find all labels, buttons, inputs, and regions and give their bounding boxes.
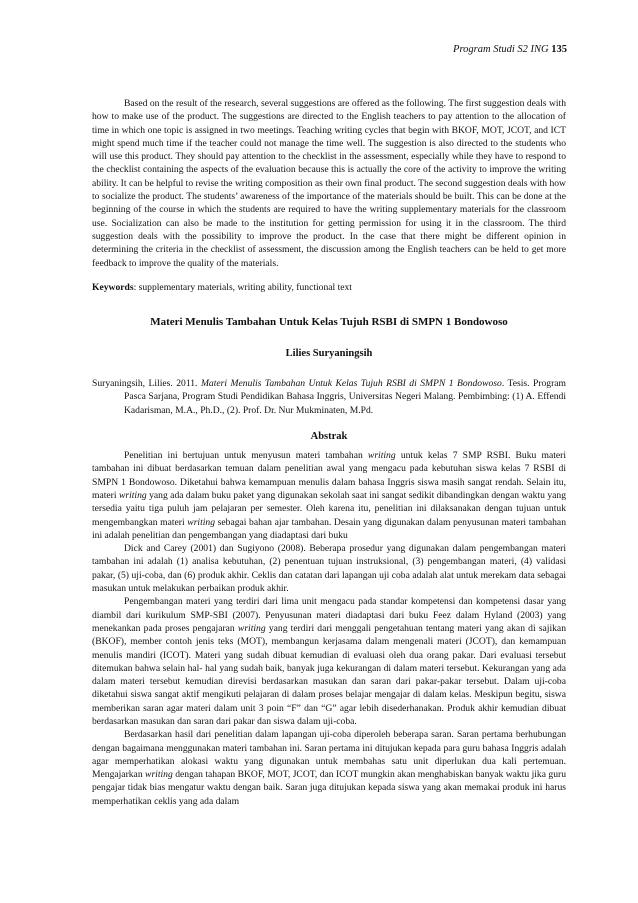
abstrak-p1-emphasis-3: writing [187,516,216,528]
abstrak-paragraph-1 [92,449,566,542]
english-abstract-paragraph: Based on the result of the research, several suggestions are offered as the following. The first suggestion deals with how to make use of the product. The suggestions are directed to the English teachers to pay attention to the allocation of time in which one topic is assigned in two meetings. Teaching writing cycles that begin with BKOF, MOT, JCOT, and ICT might spend much time if the teacher could not manage the time well. The suggestion is also directed to the students who will use this product. They should pay attention to the checklist in the assessment, especially while they have to respond to the checklist containing the aspects of the evaluation because this is actually the core of the activity to improve the writing ability. It can be helpful to revise the writing composition as their own final product. The second suggestion deals with how to socialize the product. The students’ awareness of the importance of the materials should be built. This can be done at the beginning of the course in which the students are required to have the writing supplementary materials for the classroom use. Socialization can also be made to the institution for getting permission for using it in the classroom. The third suggestion deals with the possibility to improve the product. In the case that there might be different opinion in determining the criteria in the checklist of assessment, the discussion among the English teachers can be held to get more feedback to improve the quality of the materials. [92,98,566,269]
page-number: 135 [551,44,567,55]
keywords-line [92,281,566,294]
abstrak-p1-text-a: Penelitian ini bertujuan untuk menyusun materi tambahan [124,450,368,462]
article-title: Materi Menulis Tambahan Untuk Kelas Tujuh RSBI di SMPN 1 Bondowoso [150,316,508,329]
bibliographic-citation [92,377,566,417]
running-header [453,44,567,55]
abstrak-paragraph-3 [92,595,566,728]
citation-details: . Tesis. Program Pasca Sarjana, Program Studi Pendidikan Bahasa Inggris, Universitas Negeri Malang. Pembimbing: (1) A. Effendi Kadarisman, M.A., Ph.D., (2). Prof. Dr. Nur Mukminaten, M.Pd. [124,378,567,416]
keywords-label: Keywords [92,281,134,293]
abstrak-p1-emphasis-1: writing [367,450,396,462]
abstrak-p4-text-a: Berdasarkan hasil dari penelitian dalam lapangan uji-coba diperoleh beberapa saran. Saran pertama berhubungan dengan bagaimana menggunakan materi tambahan ini. Saran pertama ini ditujukan kepada para guru bahasa Inggris adalah agar memperhatikan alokasi waktu yang digunakan untuk membahas satu unit diperlukan dua kali pertemuan. Mengajarkan [92,729,566,781]
abstrak-p3-text-b: yang terdiri dari menggali pengetahuan tentang materi yang akan di sajikan (BKOF), member contoh jenis teks (MOT), membangun kerjasama dalam mengenali materi (JCOT), dan kemampuan menulis mandiri (ICOT). Materi yang sudah dibuat kemudian di evaluasi oleh dua orang pakar. Dari evaluasi tersebut ditemukan bahwa selain hal- hal yang sudah baik, banyak juga kekurangan di dalam materi tersebut. Kekurangan yang ada dalam materi tersebut kemudian direvisi berdasarkan masukan dan saran dari pakar-pakar tersebut. Dalam uji-coba diketahui siswa sangat aktif mengikuti pelajaran di dalam proses belajar mengajar di dalam kelas. Meskipun begitu, siswa memberikan saran agar materi dalam unit 3 poin “F” dan “G” agar lebih disederhanakan. Produk akhir kemudian dibuat berdasarkan masukan dan saran dari pakar dan siswa dalam uji-coba. [92,622,566,727]
abstrak-p1-text-c: yang ada dalam buku paket yang digunakan sekolah saat ini sangat sedikit dibandingkan dengan waktu yang tersedia yaitu tiga puluh jam pelajaran per semester. Oleh karena itu, penelitian ini dilaksanakan dengan tujuan untuk mengembangkan materi [92,489,566,528]
abstrak-paragraph-4 [92,728,566,808]
abstrak-p4-emphasis: writing [145,769,173,781]
abstrak-p3-text-a: Pengembangan materi yang terdiri dari lima unit mengacu pada standar kompetensi dan kompetensi dasar yang diambil dari kurikulum SMP-SBI (2007). Penyusunan materi diadaptasi dari buku Feez dalam Hyland (2003) yang menekankan pada proses pengajaran [92,596,566,634]
keywords-text: : supplementary materials, writing ability, functional text [133,281,352,293]
abstrak-paragraph-2: Dick and Carey (2001) dan Sugiyono (2008). Beberapa prosedur yang digunakan dalam pengembangan materi tambahan ini adalah (1) analisa kebutuhan, (2) penentuan tujuan instruksional, (3) pengembangan materi, (4) validasi pakar, (5) uji-coba, dan (6) produk akhir. Ceklis dan catatan dari lapangan uji coba adalah alat untuk merekam data sebagai masukan untuk melakukan perbaikan produk akhir. [92,543,566,595]
abstrak-p1-emphasis-2: writing [118,489,147,501]
abstrak-p4-text-b: dengan tahapan BKOF, MOT, JCOT, dan ICOT mungkin akan menghabiskan banyak waktu jika guru pengajar tidak bias mengatur waktu dengan baik. Saran juga ditujukan kepada siswa yang akan memakai produk ini harus memperhatikan ceklis yang ada dalam [92,769,566,807]
citation-title: Materi Menulis Tambahan Untuk Kelas Tujuh RSBI di SMPN 1 Bondowoso [200,378,502,390]
header-program: Program Studi S2 ING [453,44,549,55]
page-content [92,97,566,808]
abstrak-heading: Abstrak [310,431,348,443]
abstrak-body [92,449,566,808]
abstrak-p1-text-b: untuk kelas 7 SMP RSBI. Buku materi tambahan ini dibuat berdasarkan temuan dalam penelitian awal yang mengacu pada kebutuhan siswa kelas 7 RSBI di SMPN 1 Bondowoso. Diketahui bahwa kemampuan menulis dalam bahasa Inggris siswa masih sangat rendah. Selain itu, materi [92,450,566,501]
abstrak-p1-text-d: sebagai bahan ajar tambahan. Desain yang digunakan dalam penyusunan materi tambahan ini adalah penelitian dan pengembangan yang diadaptasi dari buku [92,516,566,541]
citation-prefix: Suryaningsih, Lilies. 2011. [92,378,201,390]
article-author: Lilies Suryaningsih [285,348,373,360]
abstrak-p3-emphasis: writing [237,622,266,634]
